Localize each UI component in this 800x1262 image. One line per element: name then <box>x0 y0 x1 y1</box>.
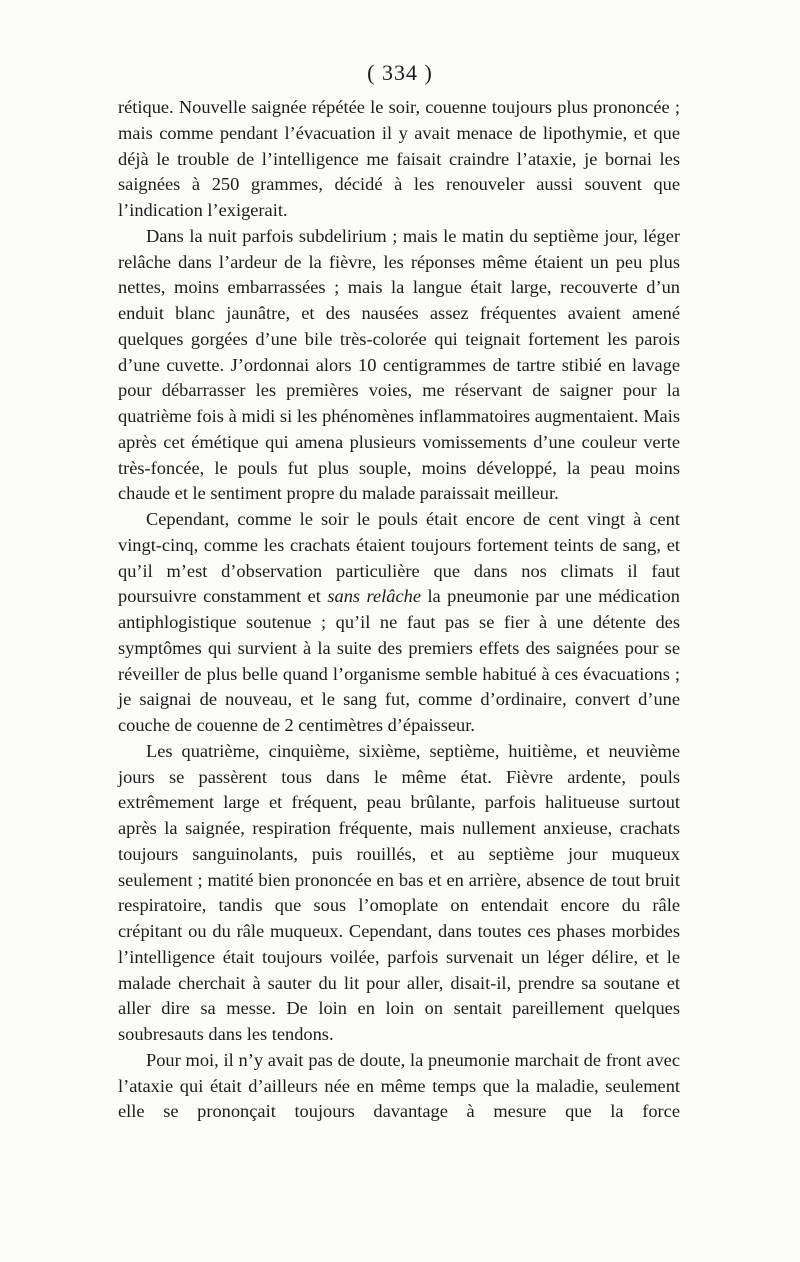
paragraph-3 <box>118 507 680 739</box>
paragraph-1: rétique. Nouvelle saignée répétée le soir, couenne toujours plus prononcée ; mais comme pendant l’évacuation il y avait menace de lipothymie, et que déjà le trouble de l’intelligence me faisait craindre l’ataxie, je bornai les saignées à 250 grammes, décidé à les renouveler aussi souvent que l’indication l’exigerait. <box>118 97 680 220</box>
page-number: ( 334 ) <box>367 60 433 85</box>
paragraph-4: Les quatrième, cinquième, sixième, septième, huitième, et neuvième jours se passèrent tous dans le même état. Fièvre ardente, pouls extrêmement large et fréquent, peau brûlante, parfois halitueuse surtout après la saignée, respiration fréquente, mais nullement anxieuse, crachats toujours sanguinolants, puis rouillés, et au septième jour muqueux seulement ; matité bien prononcée en bas et en arrière, absence de tout bruit respiratoire, tandis que sous l’omoplate on entendait encore du râle crépitant ou du râle muqueux. Cependant, dans toutes ces phases morbides l’intelligence était toujours voilée, parfois survenait un léger délire, et le malade cherchait à sauter du lit pour aller, disait-il, prendre sa soutane et aller dire sa messe. De loin en loin on sentait pareillement quelques soubresauts dans les tendons. <box>118 740 680 1044</box>
paragraph-5: Pour moi, il n’y avait pas de doute, la pneumonie marchait de front avec l’ataxie qui était d’ailleurs née en même temps que la maladie, seulement elle se prononçait toujours davantage à mesure que la force <box>118 1049 680 1122</box>
paragraph-3-italic: sans relâche <box>327 586 421 607</box>
paragraph-3-text-after: la pneumonie par une médication antiphlogistique soutenue ; qu’il ne faut pas se fier à une détente des symptômes qui survient à la suite des premiers effets des saignées pour se réveiller de plus belle quand l’organisme semble habitué à ces évacuations ; je saignai de nouveau, et le sang fut, comme d’ordinaire, convert d’une couche de couenne de 2 centimètres d’épaisseur. <box>118 586 680 735</box>
body-text <box>118 95 680 1125</box>
paragraph-2: Dans la nuit parfois subdelirium ; mais le matin du septième jour, léger relâche dans l’ardeur de la fièvre, les réponses même étaient un peu plus nettes, moins embarrassées ; mais la langue était large, recouverte d’un enduit blanc jaunâtre, et des nausées assez fréquentes avaient amené quelques gorgées d’une bile très-colorée qui teignait fortement les parois d’une cuvette. J’ordonnai alors 10 centigrammes de tartre stibié en lavage pour débarrasser les premières voies, me réservant de saigner pour la quatrième fois à midi si les phénomènes inflammatoires augmentaient. Mais après cet émétique qui amena plusieurs vomissements d’une couleur verte très-foncée, le pouls fut plus souple, moins développé, la peau moins chaude et le sentiment propre du malade paraissait meilleur. <box>118 225 680 504</box>
paragraph-3-text-before: Cependant, comme le soir le pouls était encore de cent vingt à cent vingt-cinq, comme les crachats étaient toujours fortement teints de sang, et qu’il m’est d’observation particulière que dans nos climats il faut poursuivre constamment et <box>118 509 680 607</box>
